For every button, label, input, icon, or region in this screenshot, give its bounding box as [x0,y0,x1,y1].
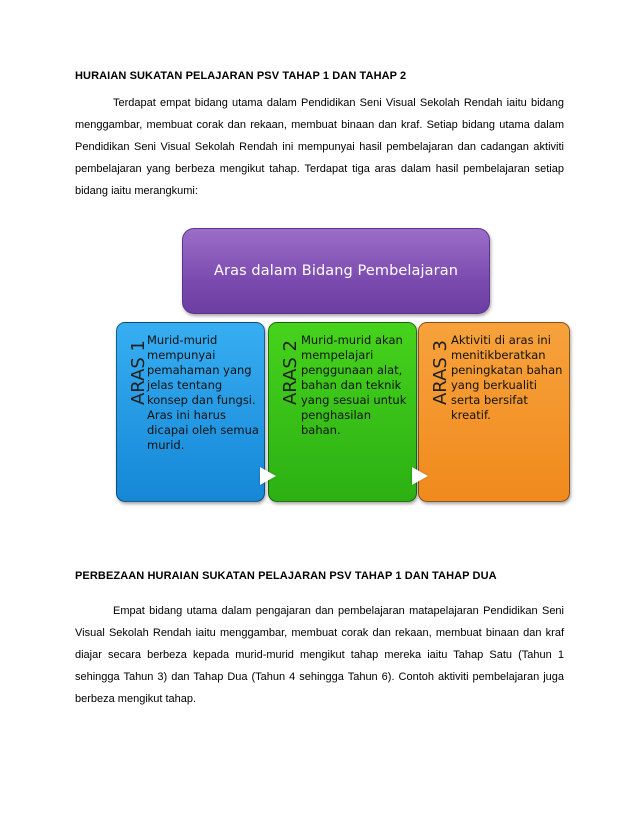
section-heading: HURAIAN SUKATAN PELAJARAN PSV TAHAP 1 DAN TAHAP 2 [75,70,407,82]
level-label: ARAS 3 [429,339,451,405]
level-description: Aktiviti di aras ini menitikberatkan peningkatan bahan yang berkualiti serta bersifat kreatif. [451,333,563,422]
level-description: Murid-murid mempunyai pemahaman yang jelas tentang konsep dan fungsi. Aras ini harus dicapai oleh semua murid. [147,333,259,452]
diagram-title: Aras dalam Bidang Pembelajaran [214,263,458,279]
level-box-3 [418,322,570,502]
level-box-2 [268,322,417,502]
intro-paragraph: Terdapat empat bidang utama dalam Pendidikan Seni Visual Sekolah Rendah iaitu bidang menggambar, membuat corak dan rekaan, membuat binaan dan kraf. Setiap bidang utama dalam Pendidikan Seni Visual Sekolah Rendah ini mempunyai hasil pembelajaran dan cadangan aktiviti pembelajaran yang berbeza mengikut tahap. Terdapat tiga aras dalam hasil pembelajaran setiap bidang iaitu merangkumi: [75,97,564,197]
comparison-paragraph: Empat bidang utama dalam pengajaran dan pembelajaran matapelajaran Pendidikan Seni Visual Sekolah Rendah iaitu menggambar, membuat corak dan rekaan, membuat binaan dan kraf diajar secara berbeza kepada murid-murid mengikut tahap mereka iaitu Tahap Satu (Tahun 1 sehingga Tahun 3) dan Tahap Dua (Tahun 4 sehingga Tahun 6). Contoh aktiviti pembelajaran juga berbeza mengikut tahap. [75,605,564,705]
diagram-title-box [182,228,490,314]
section-heading-2: PERBEZAAN HURAIAN SUKATAN PELAJARAN PSV TAHAP 1 DAN TAHAP DUA [75,570,497,582]
level-label: ARAS 1 [127,339,149,405]
level-label: ARAS 2 [279,339,301,405]
level-description: Murid-murid akan mempelajari penggunaan alat, bahan dan teknik yang sesuai untuk penghasilan bahan. [301,333,407,437]
level-box-1 [116,322,265,502]
arrow-right-icon [260,467,276,485]
arrow-right-icon [412,467,428,485]
